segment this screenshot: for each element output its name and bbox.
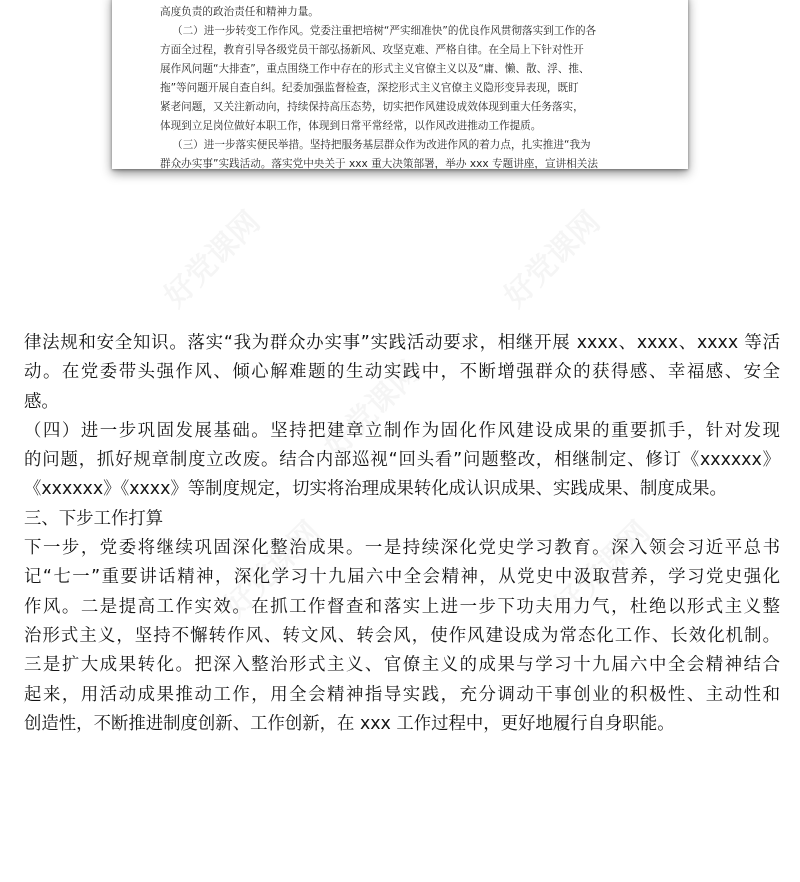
paragraph-line: 治形式主义，坚持不懈转作风、转文风、转会风，使作风建设成为常态化工作、长效化机制。 (24, 625, 780, 646)
watermark: 好党课网 (317, 354, 428, 465)
paragraph-line: 记“七一”重要讲话精神，深化学习十九届六中全会精神，从党史中汲取营养，学习党史强化 (24, 567, 780, 588)
scanned-document-text (160, 0, 640, 169)
scanned-document-image (112, 0, 688, 169)
scan-line: 群众办实事”实践活动。落实党中央关于 xxx 重大决策部署，举办 xxx 专题讲座，宣讲相关法 (160, 158, 598, 169)
section-heading: 三、下步工作打算 (24, 508, 164, 529)
scan-line: 方面全过程，教育引导各级党员干部弘扬新风、攻坚克难、严格自律。在全局上下针对性开 (160, 44, 584, 56)
paragraph-line: 下一步，党委将继续巩固深化整治成果。一是持续深化党史学习教育。深入领会习近平总书 (24, 538, 780, 559)
paragraph-line: （四）进一步巩固发展基础。坚持把建章立制作为固化作风建设成果的重要抓手，针对发现 (24, 420, 780, 441)
scan-line: 体现到立足岗位做好本职工作，体现到日常平常经常，以作风改进推动工作提质。 (160, 120, 542, 132)
scan-line: 紧老问题，又关注新动向，持续保持高压态势，切实把作风建设成效体现到重大任务落实， (160, 101, 584, 113)
watermark: 好党课网 (157, 204, 268, 315)
paragraph-line: 三是扩大成果转化。把深入整治形式主义、官僚主义的成果与学习十九届六中全会精神结合 (24, 655, 780, 676)
paragraph-line: 《xxxxxx》《xxxx》等制度规定，切实将治理成果转化成认识成果、实践成果、制度成果。 (24, 479, 727, 500)
scan-line: （二）进一步转变工作作风。党委注重把培树“严实细准快”的优良作风贯彻落实到工作的各 (172, 25, 597, 37)
watermark: 好党课网 (497, 204, 608, 315)
paragraph-line: 动。在党委带头强作风、倾心解难题的生动实践中，不断增强群众的获得感、幸福感、安全 (24, 362, 780, 383)
paragraph-line: 创造性，不断推进制度创新、工作创新，在 xxx 工作过程中，更好地履行自身职能。 (24, 713, 675, 734)
scan-line: 高度负责的政治责任和精神力量。 (160, 6, 319, 18)
paragraph-line: 感。 (24, 391, 59, 412)
scan-line: 展作风问题“大排查”，重点围绕工作中存在的形式主义官僚主义以及“庸、懒、散、浮、推、 (160, 63, 590, 75)
scan-line: （三）进一步落实便民举措。坚持把服务基层群众作为改进作风的着力点，扎实推进“我为 (172, 139, 591, 151)
watermark: 好党课网 (547, 514, 658, 625)
paragraph-line: 律法规和安全知识。落实“我为群众办实事”实践活动要求，相继开展 xxxx、xxxx、xxxx 等活 (24, 333, 780, 353)
scan-line: 拖”等问题开展自查自纠。纪委加强监督检查，深挖形式主义官僚主义隐形变异表现，既盯 (160, 82, 579, 94)
paragraph-line: 作风。二是提高工作实效。在抓工作督查和落实上进一步下功夫用力气，杜绝以形式主义整 (24, 596, 780, 617)
paragraph-line: 的问题，抓好规章制度立改废。结合内部巡视“回头看”问题整改，相继制定、修订《xxxxxx》 (24, 450, 780, 471)
document-body (24, 329, 780, 739)
paragraph-line: 起来，用活动成果推动工作，用全会精神指导实践，充分调动干事创业的积极性、主动性和 (24, 684, 780, 705)
watermark: 好党课网 (217, 514, 328, 625)
